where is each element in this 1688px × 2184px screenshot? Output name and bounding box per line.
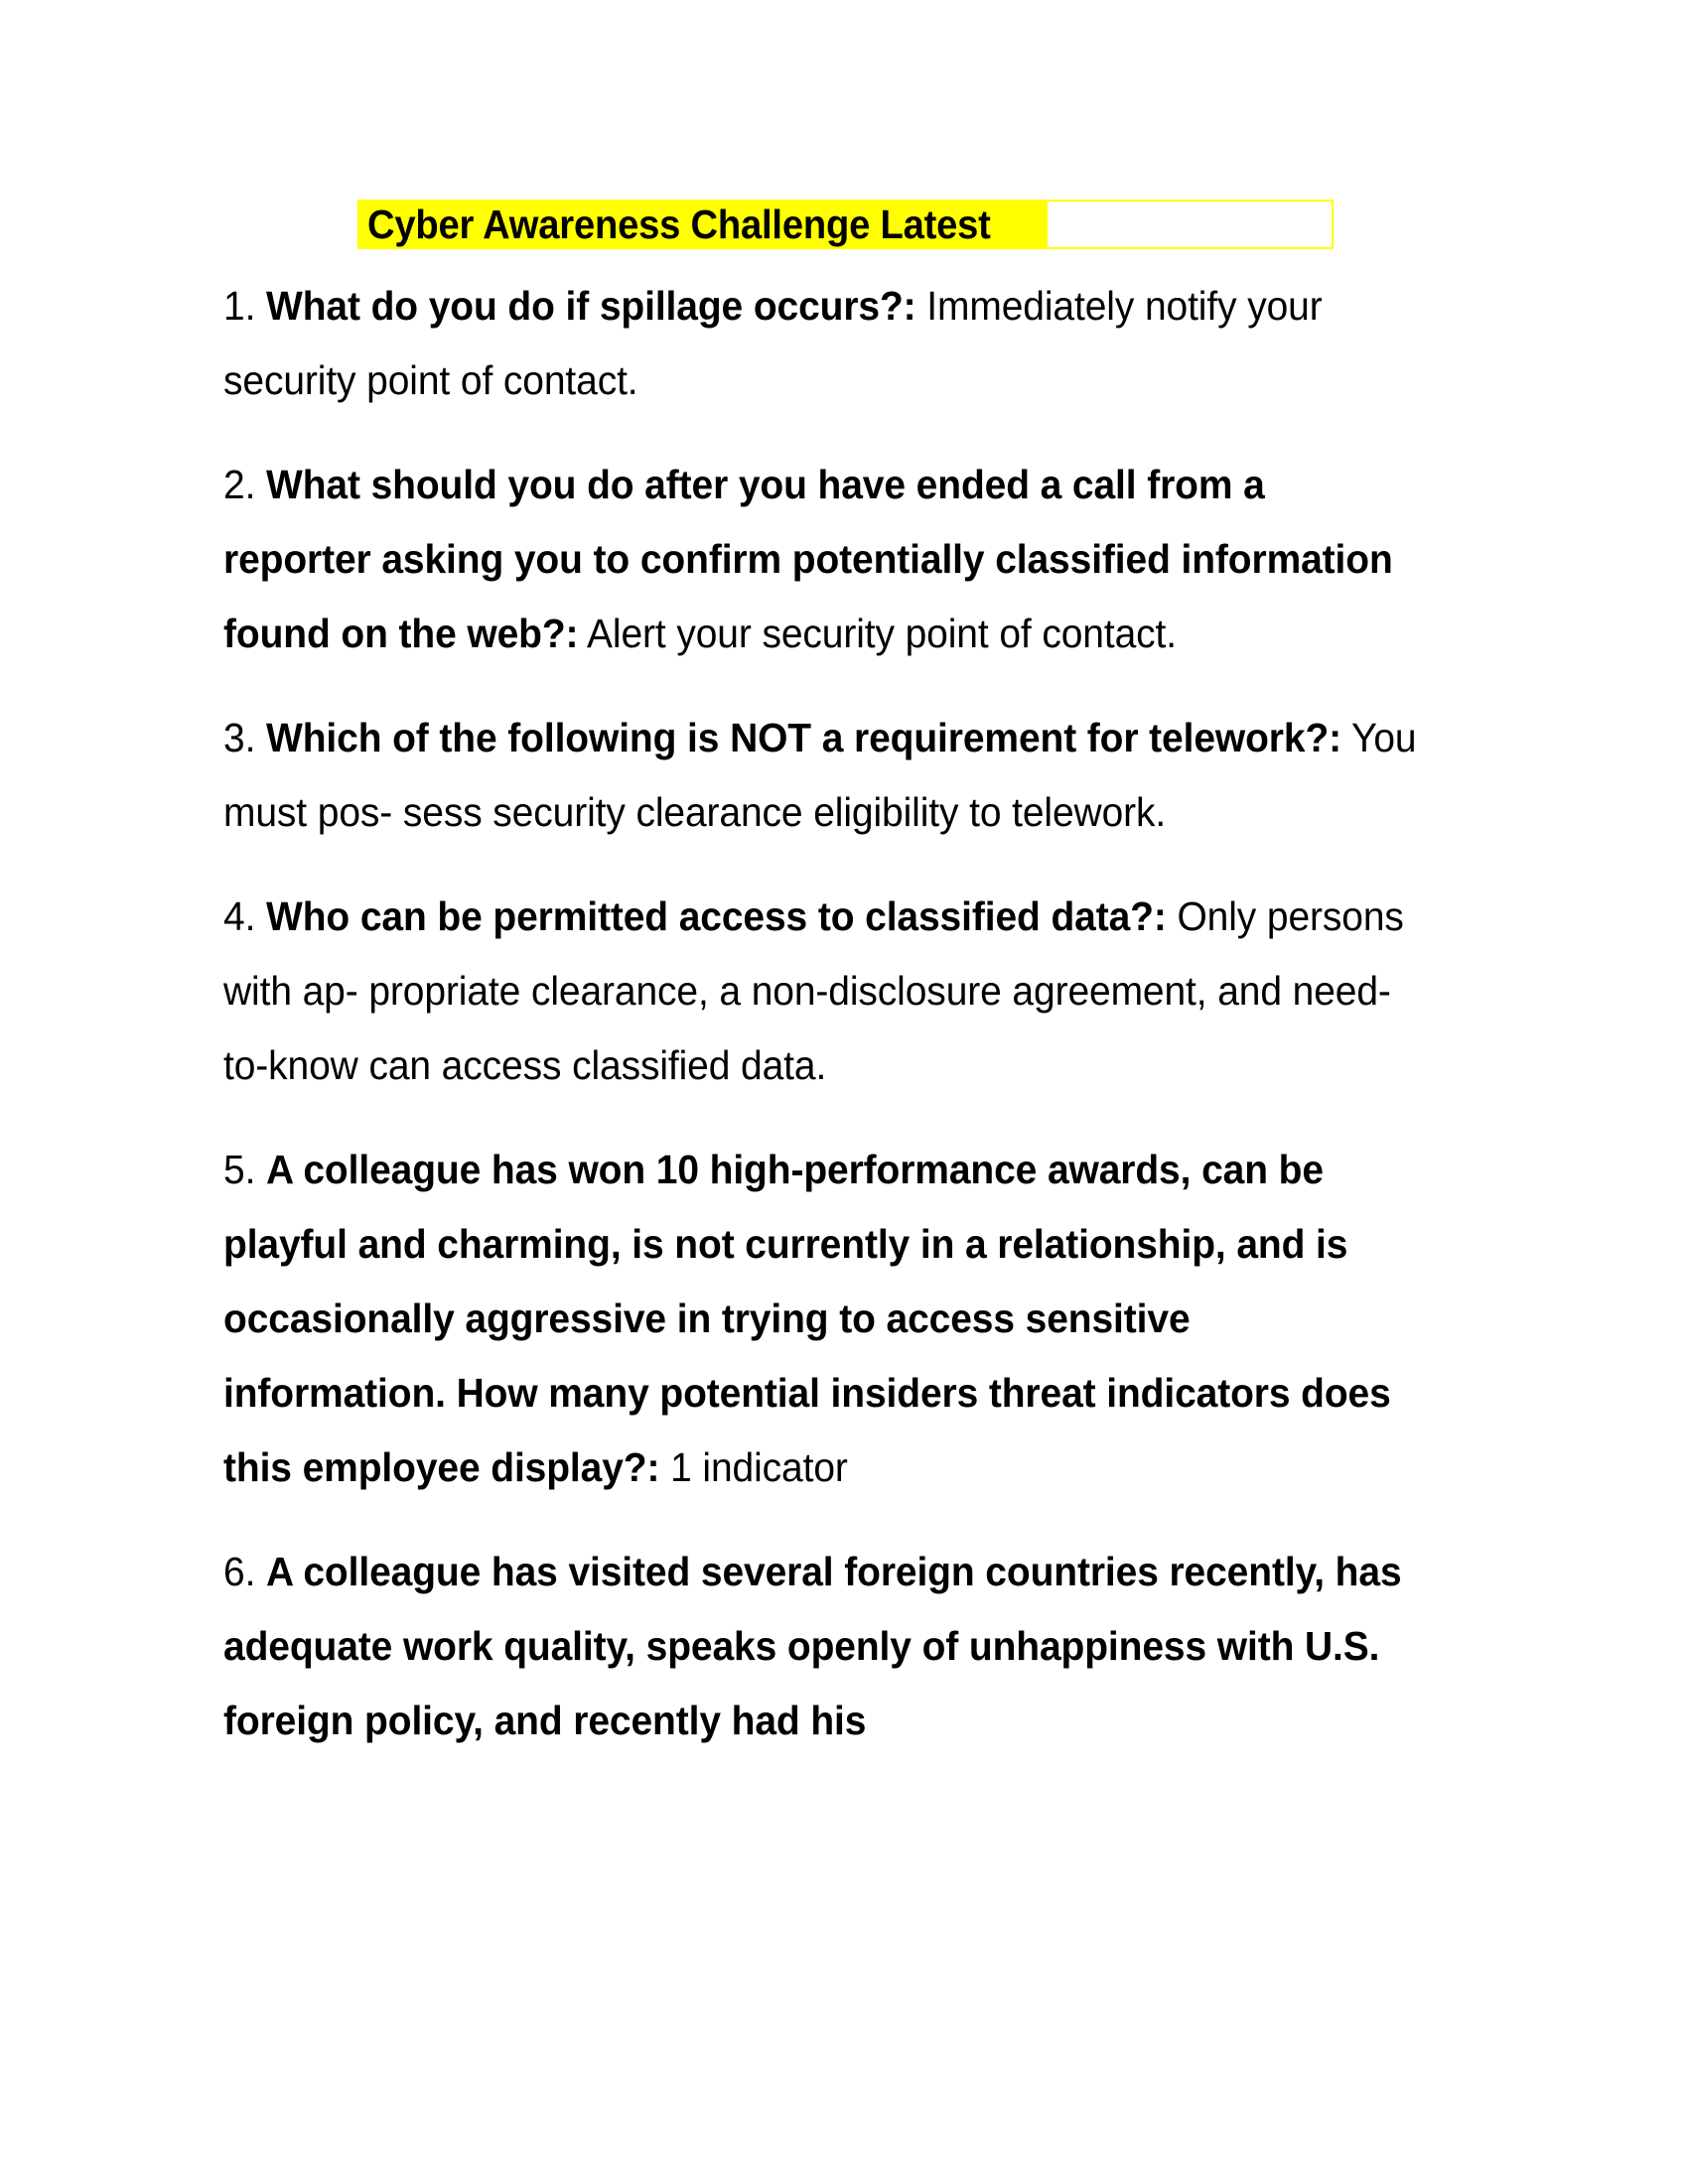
qa-number-3: 3. [223,715,256,760]
qa-item-5 [223,1133,1484,1505]
qa-item-4 [223,880,1484,1103]
qa-number-6: 6. [223,1549,256,1594]
title-highlight [357,200,1048,249]
spacer [223,850,1484,880]
document-content [223,184,1484,1758]
qa-answer-4: Only persons with ap- propriate clearance, a non-disclosure agreement, and need-to-know can access classified data. [223,893,1404,1088]
qa-question-2: What should you do after you have ended a call from a reporter asking you to confirm potentially classified information found on the web?: [223,462,1393,656]
qa-item-2 [223,448,1484,671]
qa-number-5: 5. [223,1147,256,1192]
spacer [223,1505,1484,1535]
qa-question-1: What do you do if spillage occurs?: [266,283,916,329]
qa-question-3: Which of the following is NOT a requirement for telework?: [266,715,1342,760]
spacer [223,418,1484,448]
qa-item-6 [223,1535,1484,1758]
spacer [223,671,1484,701]
qa-question-4: Who can be permitted access to classified data?: [266,893,1167,939]
qa-number-4: 4. [223,893,256,939]
qa-item-1 [223,269,1484,418]
spacer [223,1103,1484,1133]
qa-answer-3: You must pos- sess security clearance eligibility to telework. [223,715,1417,835]
qa-answer-5: 1 indicator [670,1444,848,1490]
qa-item-3 [223,701,1484,850]
page-title: Cyber Awareness Challenge Latest [367,202,991,247]
qa-answer-1: Immediately notify your security point of contact. [223,283,1323,403]
qa-answer-2: Alert your security point of contact. [587,611,1178,656]
qa-number-1: 1. [223,283,256,329]
qa-question-6: A colleague has visited several foreign countries recently, has adequate work quality, speaks openly of unhappiness with U.S. foreign policy, and recently had his [223,1549,1402,1743]
qa-number-2: 2. [223,462,256,507]
document-title-row [223,184,1484,247]
qa-question-5: A colleague has won 10 high-performance awards, can be playful and charming, is not currently in a relationship, and is occasionally aggressive in trying to access sensitive information. How many potential insiders threat indicators does this employee display?: [223,1147,1391,1490]
